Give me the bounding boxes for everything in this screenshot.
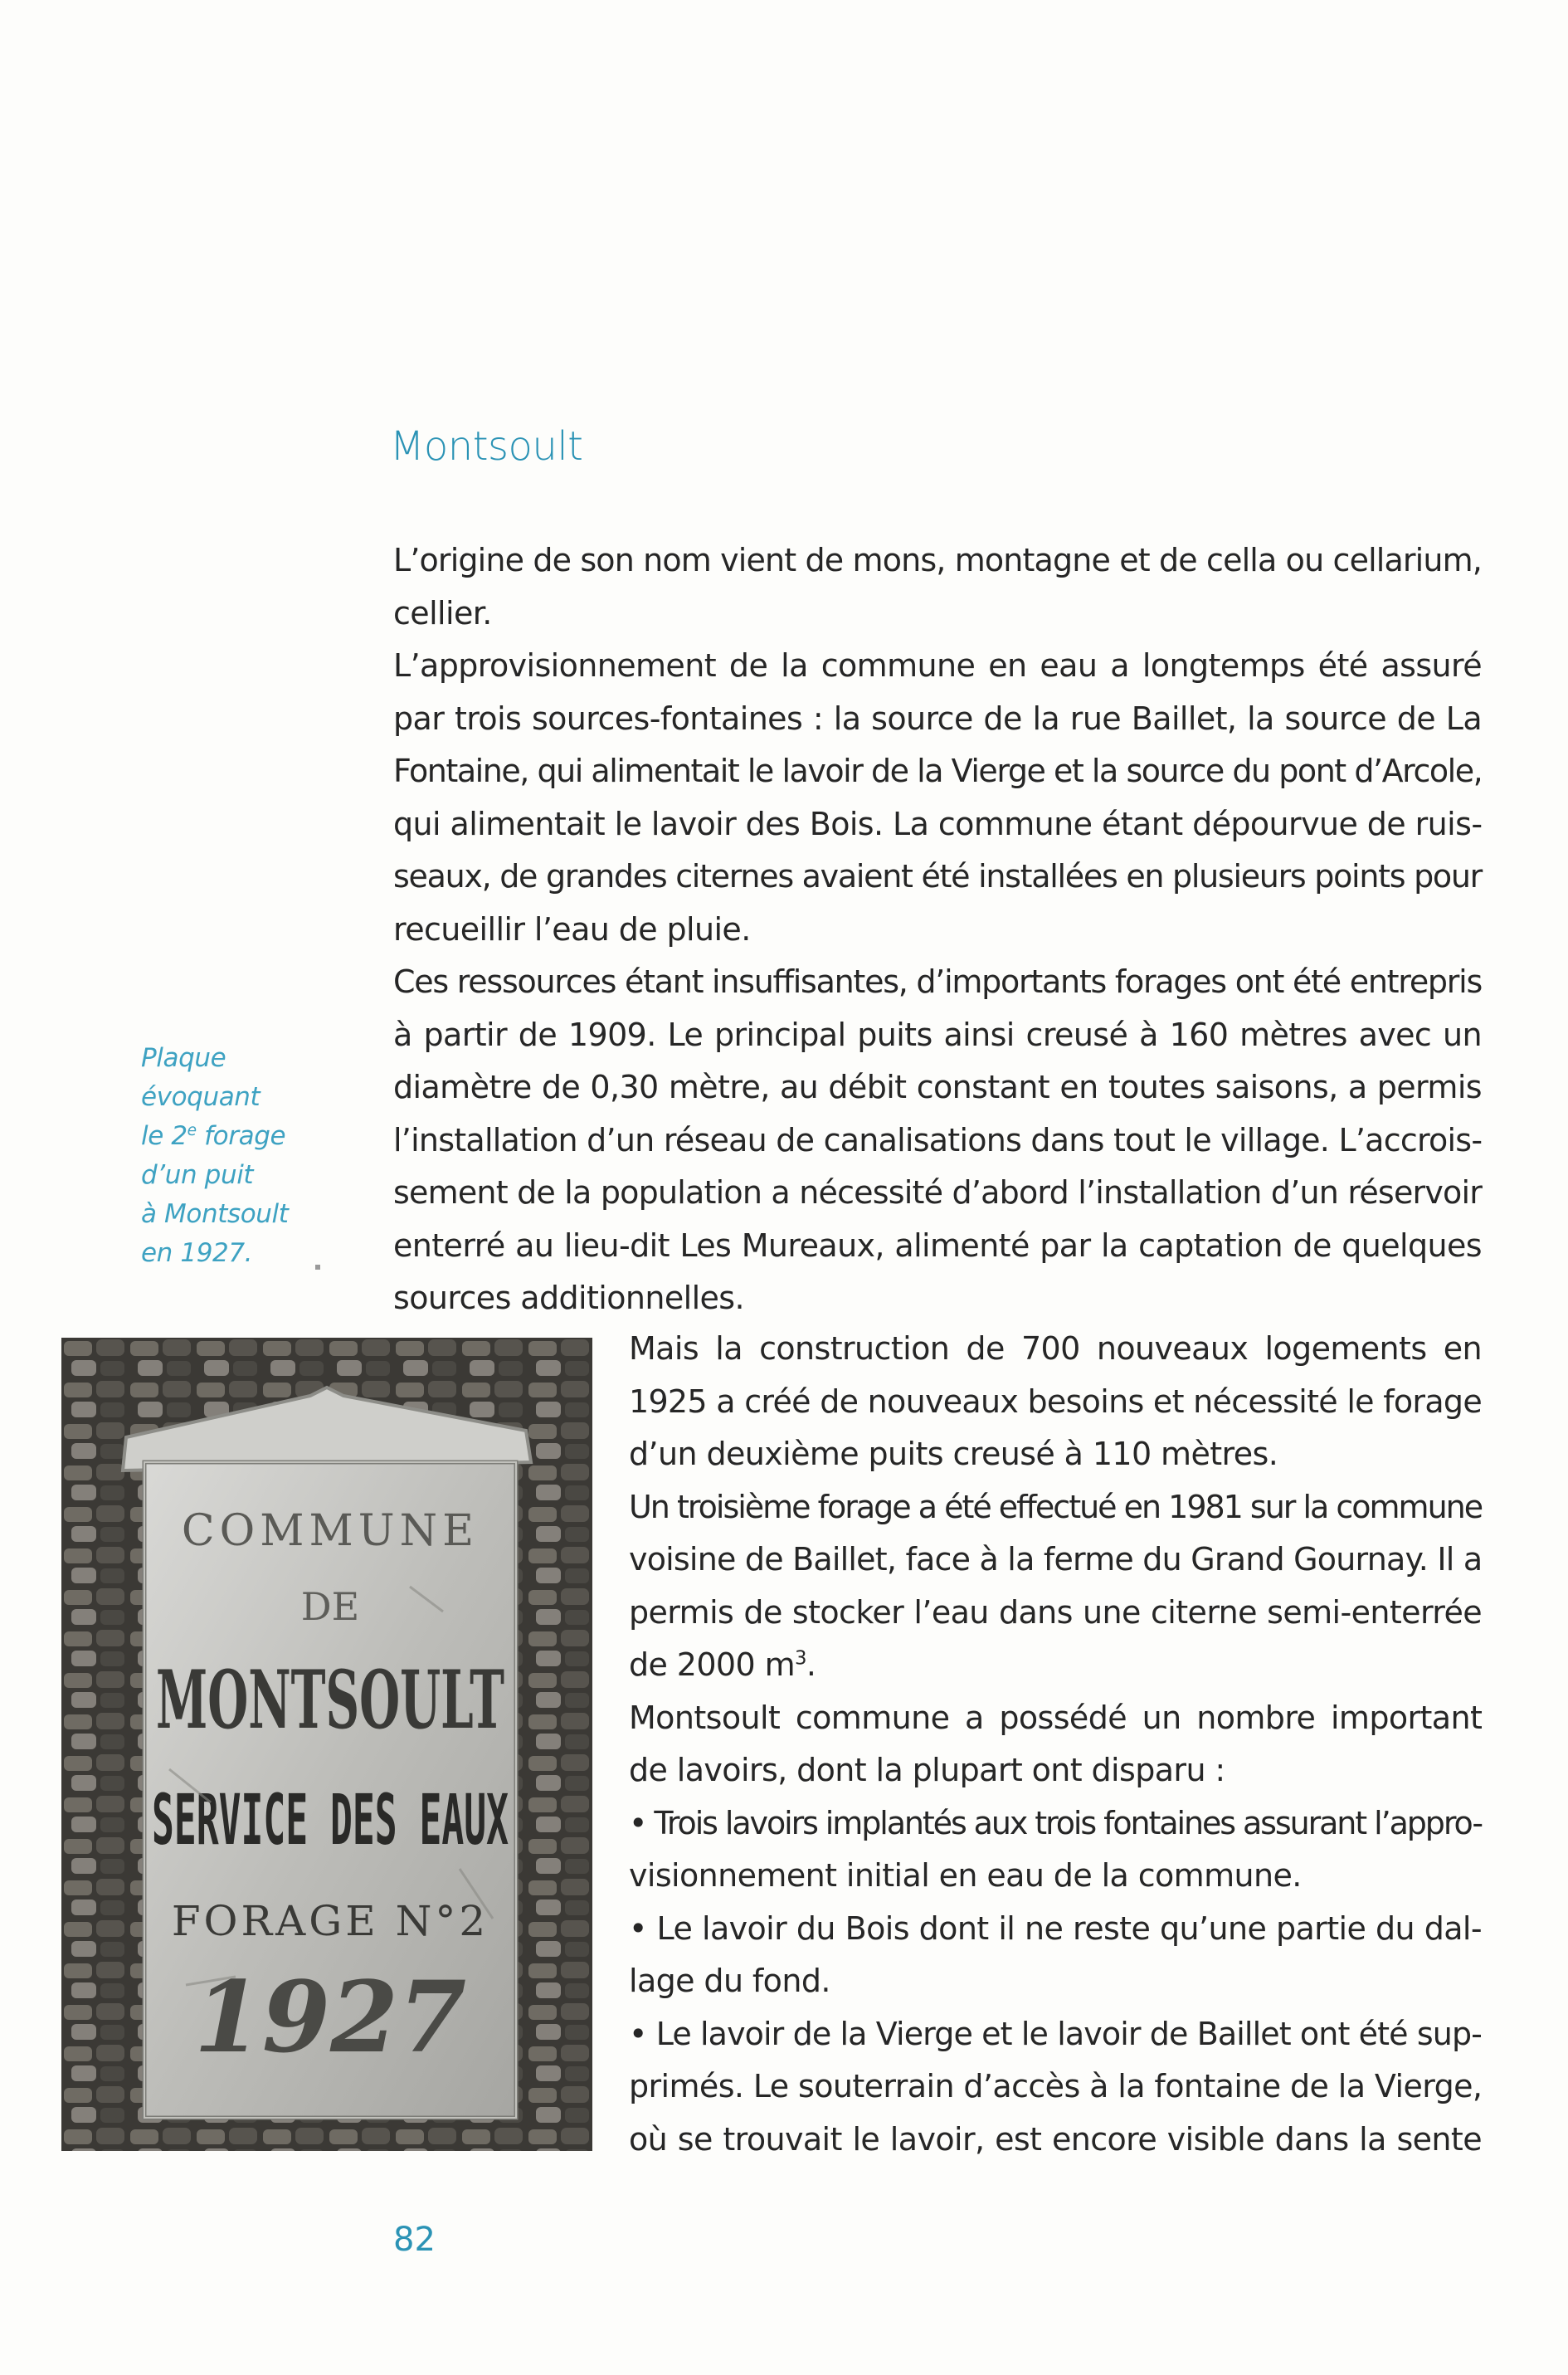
- main-text-block: [393, 534, 1482, 1325]
- caption-line: d’un puit: [141, 1160, 254, 1190]
- text-line: Fontaine, qui alimentait le lavoir de la Vierge et la source du pont d’Arcole,: [393, 753, 1483, 789]
- plaque-name-text: MONTSOULT: [156, 1653, 504, 1747]
- text-line: de lavoirs, dont la plupart ont disparu :: [629, 1752, 1225, 1788]
- text-line: L’approvisionnement de la commune en eau a longtemps été assuré: [393, 647, 1482, 684]
- text-line: sources additionnelles.: [393, 1280, 744, 1316]
- text-line: par trois sources-fontaines : la source de la rue Baillet, la source de La: [393, 700, 1483, 737]
- text-line: Montsoult commune a possédé un nombre important: [629, 1699, 1483, 1736]
- caption-line: Plaque: [141, 1043, 226, 1073]
- bullet-line: • Trois lavoirs implantés aux trois fontaines assurant l’appro-: [629, 1804, 1482, 1841]
- bullet-line: • Le lavoir du Bois dont il ne reste qu’une partie du dal-: [629, 1909, 1482, 1947]
- text-line: d’un deuxième puits creusé à 110 mètres.: [629, 1436, 1278, 1472]
- text-line: visionnement initial en eau de la commune.: [629, 1857, 1302, 1894]
- photo-caption: [141, 1039, 289, 1273]
- plaque-de-text: DE: [300, 1584, 360, 1629]
- plaque-year-text: 1927: [193, 1959, 467, 2075]
- text-line: 1925 a créé de nouveaux besoins et nécessité le forage: [629, 1383, 1482, 1420]
- text-line: lage du fond.: [629, 1963, 830, 1999]
- plaque-commune-text: COMMUNE: [181, 1506, 480, 1556]
- caption-line: à Montsoult: [141, 1199, 289, 1229]
- column-text-block: [629, 1323, 1482, 2166]
- text-line: de 2000 $m^3$.: [629, 1646, 816, 1683]
- text-line: l’installation d’un réseau de canalisations dans tout le village. L’accrois-: [393, 1121, 1483, 1158]
- text-line: voisine de Baillet, face à la ferme du Grand Gournay. Il a: [629, 1541, 1483, 1578]
- text-line: L’origine de son nom vient de mons, montagne et de cella ou cellarium,: [393, 542, 1482, 578]
- text-line: permis de stocker l’eau dans une citerne semi-enterrée: [629, 1593, 1483, 1631]
- scan-speck: [315, 1265, 320, 1270]
- text-line: à partir de 1909. Le principal puits ainsi creusé à 160 mètres avec un: [393, 1016, 1482, 1053]
- text-line: qui alimentait le lavoir des Bois. La commune étant dépourvue de ruis-: [393, 805, 1483, 842]
- page-number: 82: [393, 2221, 436, 2259]
- caption-line: en 1927.: [141, 1238, 253, 1268]
- text-line: Un troisième forage a été effectué en 1981 sur la commune: [629, 1488, 1483, 1525]
- plaque-photo: [61, 1338, 592, 2151]
- text-line: enterré au lieu-dit Les Mureaux, alimenté par la captation de quelques: [393, 1227, 1482, 1264]
- text-line: Mais la construction de 700 nouveaux logements en: [629, 1330, 1482, 1367]
- text-line: diamètre de 0,30 mètre, au débit constant en toutes saisons, a permis: [393, 1069, 1482, 1105]
- plaque-forage-text: FORAGE N°2: [171, 1897, 489, 1945]
- bullet-line: • Le lavoir de la Vierge et le lavoir de Baillet ont été sup-: [629, 2015, 1482, 2052]
- text-line: seaux, de grandes citernes avaient été installées en plusieurs points pour: [393, 858, 1482, 895]
- text-line: recueillir l’eau de pluie.: [393, 910, 751, 948]
- caption-line: évoquant: [141, 1082, 261, 1112]
- plaque-service-text: SERVICE DES EAUX: [152, 1779, 509, 1860]
- text-line: Ces ressources étant insuffisantes, d’importants forages ont été entrepris: [393, 963, 1482, 1000]
- text-line: sement de la population a nécessité d’abord l’installation d’un réservoir: [393, 1174, 1483, 1211]
- text-line: primés. Le souterrain d’accès à la fontaine de la Vierge,: [629, 2068, 1483, 2104]
- section-title: Montsoult: [390, 423, 583, 470]
- plaque-photo-image: [61, 1338, 592, 2151]
- text-line: où se trouvait le lavoir, est encore visible dans la sente: [629, 2120, 1482, 2158]
- caption-line: le 2e forage: [141, 1121, 286, 1151]
- text-line: cellier.: [393, 594, 492, 632]
